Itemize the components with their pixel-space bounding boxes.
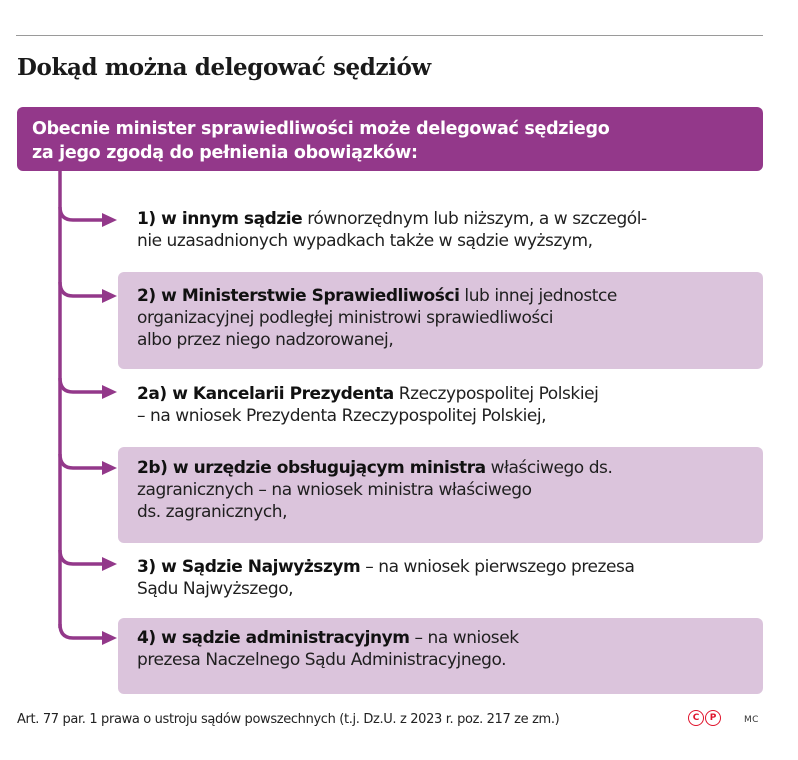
list-item-1	[118, 208, 763, 252]
item-4-bold: 2b) w urzędzie obsługującym ministra	[137, 458, 486, 478]
item-2-text: lub innej jednostce	[459, 286, 617, 306]
publisher-logo	[688, 710, 721, 726]
logo-p-icon: P	[705, 710, 721, 726]
arrow-head-5	[102, 557, 117, 571]
item-5-text: – na wniosek pierwszego prezesa	[360, 557, 635, 577]
arrow-head-4	[102, 461, 117, 475]
connector-branch-1	[60, 207, 104, 220]
header-line-2: za jego zgodą do pełnienia obowiązków:	[32, 143, 418, 163]
list-item-4	[118, 447, 763, 543]
item-2-line-2: organizacyjnej podległej ministrowi sprawiedliwości	[137, 308, 554, 328]
arrow-head-6	[102, 631, 117, 645]
item-5-line-2: Sądu Najwyższego,	[137, 579, 294, 599]
item-3-text: Rzeczypospolitej Polskiej	[393, 384, 599, 404]
connector-branch-6	[60, 624, 104, 638]
item-3-bold: 2a) w Kancelarii Prezydenta	[137, 384, 394, 404]
list-item-6	[118, 618, 763, 694]
source-note: Art. 77 par. 1 prawa o ustroju sądów powszechnych (t.j. Dz.U. z 2023 r. poz. 217 ze zm.)	[17, 712, 560, 727]
item-1-text: równorzędnym lub niższym, a w szczegól-	[302, 209, 647, 229]
author-initials: MC	[744, 715, 759, 725]
arrow-head-2	[102, 289, 117, 303]
item-6-line-2: prezesa Naczelnego Sądu Administracyjnego.	[137, 650, 507, 670]
connector-branch-2	[60, 282, 104, 296]
item-3-line-2: – na wniosek Prezydenta Rzeczypospolitej Polskiej,	[137, 406, 547, 426]
item-1-bold: 1) w innym sądzie	[137, 209, 303, 229]
item-4-line-2: zagranicznych – na wniosek ministra właściwego	[137, 480, 532, 500]
arrow-head-3	[102, 385, 117, 399]
item-1-line-2: nie uzasadnionych wypadkach także w sądzie wyższym,	[137, 231, 593, 251]
list-item-5	[118, 556, 763, 600]
page-title: Dokąd można delegować sędziów	[17, 54, 431, 81]
item-6-bold: 4) w sądzie administracyjnym	[137, 628, 410, 648]
list-item-3	[118, 383, 763, 427]
connector-branch-4	[60, 454, 104, 468]
list-item-2	[118, 272, 763, 369]
item-4-line-3: ds. zagranicznych,	[137, 502, 288, 522]
item-4-text: właściwego ds.	[485, 458, 613, 478]
logo-c-icon: C	[688, 710, 704, 726]
header-line-1: Obecnie minister sprawiedliwości może delegować sędziego	[32, 119, 610, 139]
arrow-head-1	[102, 213, 117, 227]
connector-branch-5	[60, 550, 104, 564]
item-2-line-3: albo przez niego nadzorowanej,	[137, 330, 394, 350]
connector-branch-3	[60, 378, 104, 392]
item-6-text: – na wniosek	[409, 628, 519, 648]
item-5-bold: 3) w Sądzie Najwyższym	[137, 557, 361, 577]
item-2-bold: 2) w Ministerstwie Sprawiedliwości	[137, 286, 460, 306]
